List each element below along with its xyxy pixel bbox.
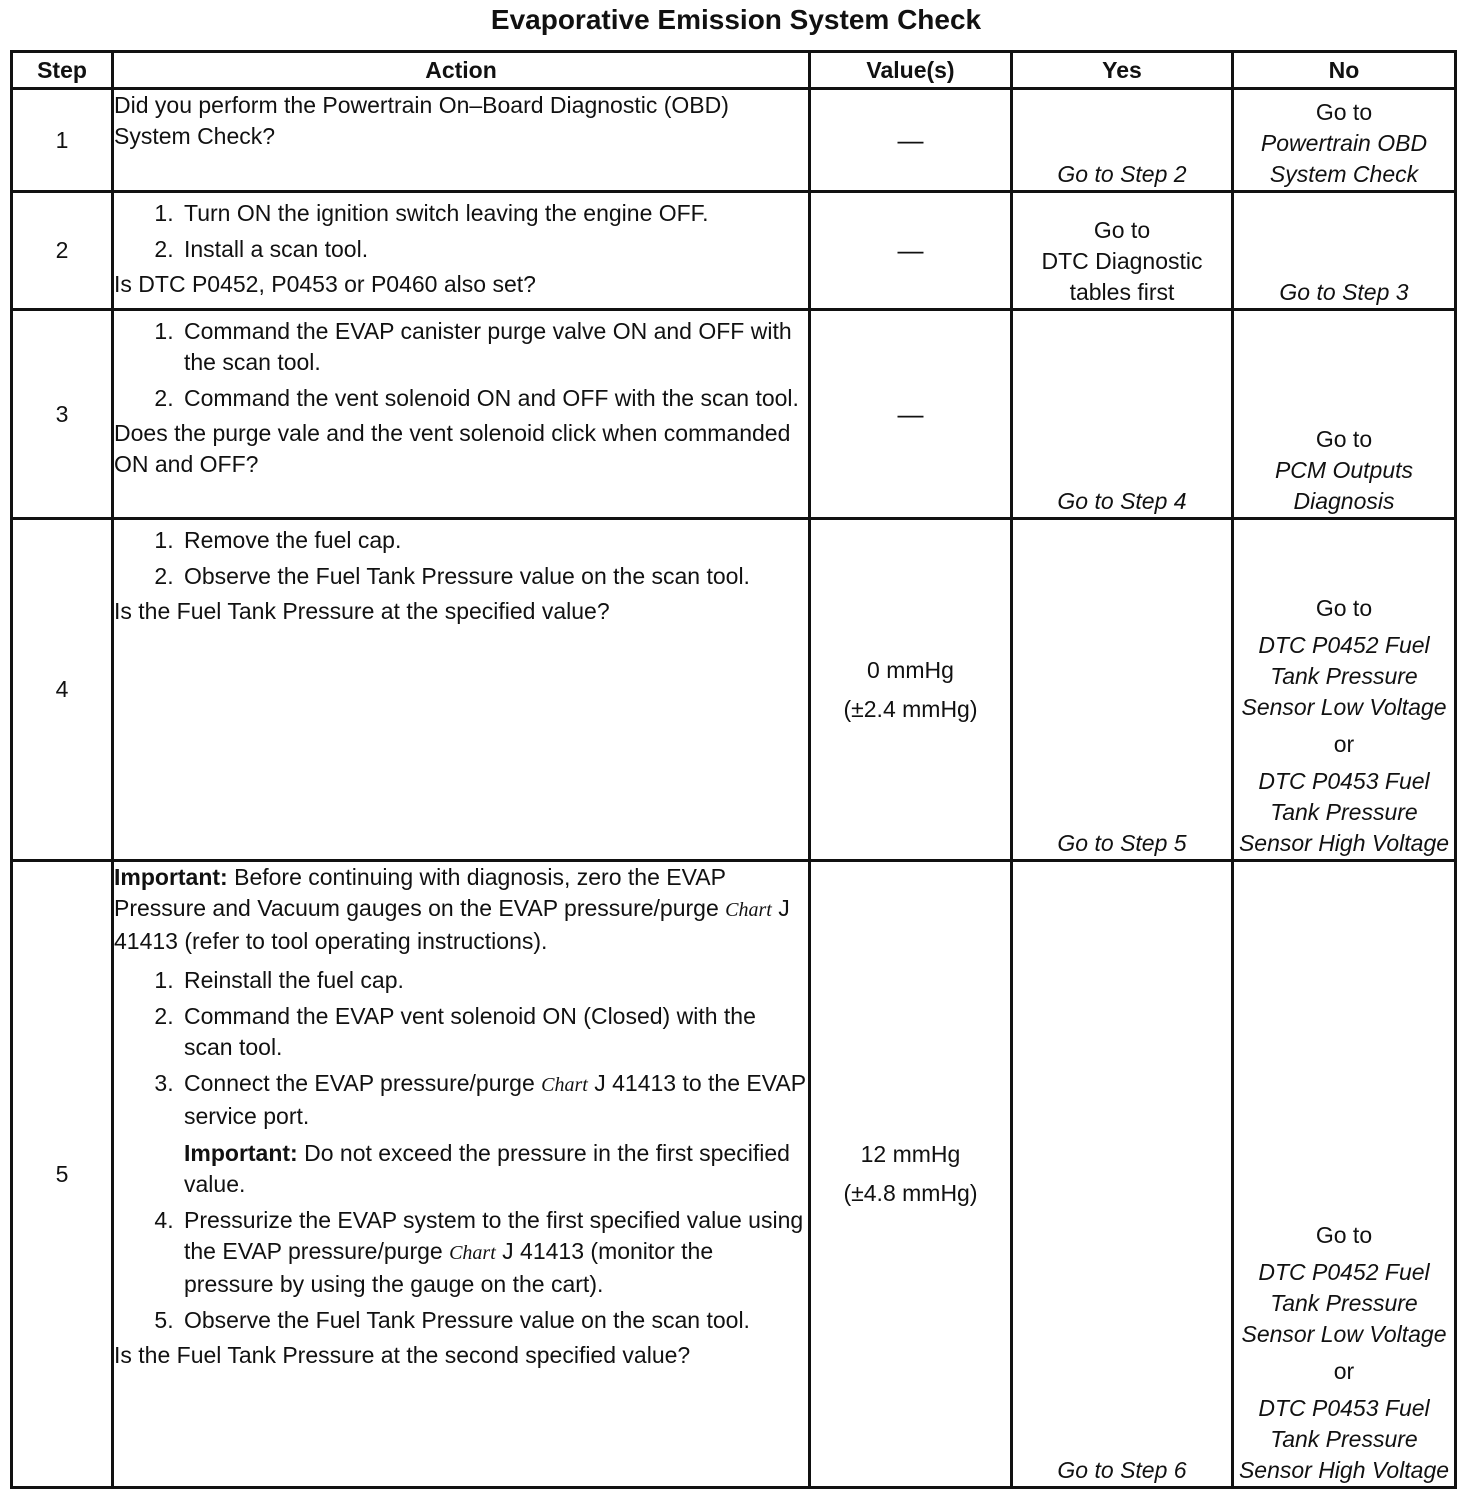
value-nominal: 0 mmHg	[867, 656, 954, 683]
header-yes: Yes	[1012, 52, 1233, 89]
action-item-text: Pressurize the EVAP system to the first specified value using the EVAP pressure/purge	[184, 1207, 804, 1264]
no-cell	[1233, 89, 1456, 192]
no-link[interactable]: DTC P0453 Fuel Tank Pressure Sensor High Voltage	[1238, 768, 1450, 856]
chart-word: Chart	[449, 1242, 496, 1264]
action-item: 1. Remove the fuel cap.	[180, 525, 808, 556]
go-to-label: Go to	[1315, 1222, 1373, 1248]
important-label: Important:	[184, 1140, 298, 1166]
step-number: 5	[12, 861, 113, 1488]
value-cell	[810, 861, 1012, 1488]
table-row	[12, 310, 1456, 519]
action-item: 2. Command the vent solenoid ON and OFF with the scan tool.	[180, 383, 808, 414]
action-question: Is the Fuel Tank Pressure at the second specified value?	[114, 1342, 691, 1368]
action-item-text: J 41413 to the EVAP service port.	[184, 1070, 806, 1129]
step-number: 3	[12, 310, 113, 519]
important-label: Important:	[114, 864, 228, 890]
diagnostic-table	[10, 50, 1457, 1489]
action-question: Did you perform the Powertrain On–Board Diagnostic (OBD) System Check?	[114, 92, 729, 149]
important-text: J 41413 (refer to tool operating instructions).	[114, 895, 790, 954]
action-cell	[113, 89, 810, 192]
action-cell	[113, 192, 810, 310]
go-to-label: Go to	[1315, 595, 1373, 621]
action-cell	[113, 519, 810, 861]
important-text: Before continuing with diagnosis, zero the EVAP Pressure and Vacuum gauges on the EVAP pressure/purge	[114, 864, 726, 921]
action-item: 1. Turn ON the ignition switch leaving the engine OFF.	[180, 198, 808, 229]
yes-cell	[1012, 192, 1233, 310]
no-cell	[1233, 861, 1456, 1488]
no-link[interactable]: Powertrain OBD System Check	[1260, 130, 1428, 187]
important-note	[114, 862, 808, 957]
action-item-text: J 41413 (monitor the pressure by using the gauge on the cart).	[184, 1238, 714, 1297]
go-to-label: Go to	[1315, 426, 1373, 452]
step-number: 2	[12, 192, 113, 310]
no-cell	[1233, 310, 1456, 519]
page-title: Evaporative Emission System Check	[490, 4, 982, 35]
value-cell: —	[810, 310, 1012, 519]
action-question: Is the Fuel Tank Pressure at the specified value?	[114, 598, 610, 624]
table-row	[12, 519, 1456, 861]
action-list	[114, 198, 808, 265]
action-question: Does the purge vale and the vent solenoid click when commanded ON and OFF?	[114, 420, 791, 477]
table-row	[12, 861, 1456, 1488]
table-row	[12, 89, 1456, 192]
step-number: 4	[12, 519, 113, 861]
table-header-row	[12, 52, 1456, 89]
item-important-note	[184, 1138, 808, 1200]
header-step: Step	[12, 52, 113, 89]
action-item: 2. Command the EVAP vent solenoid ON (Closed) with the scan tool.	[180, 1001, 808, 1063]
go-to-label: Go to	[1315, 99, 1373, 125]
action-item: 1. Command the EVAP canister purge valve ON and OFF with the scan tool.	[180, 316, 808, 378]
no-cell	[1233, 519, 1456, 861]
action-list	[114, 316, 808, 414]
important-text: Do not exceed the pressure in the first specified value.	[184, 1140, 790, 1197]
action-item: 2. Install a scan tool.	[180, 234, 808, 265]
header-no: No	[1233, 52, 1456, 89]
action-item: 2. Observe the Fuel Tank Pressure value on the scan tool.	[180, 561, 808, 592]
header-values: Value(s)	[810, 52, 1012, 89]
action-cell	[113, 861, 810, 1488]
action-item	[180, 1205, 808, 1300]
no-link[interactable]: PCM Outputs Diagnosis	[1274, 457, 1414, 514]
value-cell: —	[810, 192, 1012, 310]
action-item-text: Connect the EVAP pressure/purge	[184, 1070, 535, 1096]
action-list	[114, 965, 808, 1336]
step-number: 1	[12, 89, 113, 192]
chart-word: Chart	[541, 1074, 588, 1096]
or-label: or	[1333, 1358, 1355, 1384]
value-nominal: 12 mmHg	[860, 1141, 961, 1167]
table-row	[12, 192, 1456, 310]
action-item: 1. Reinstall the fuel cap.	[180, 965, 808, 996]
no-link[interactable]: Go to Step 3	[1233, 192, 1456, 310]
action-cell	[113, 310, 810, 519]
value-cell: —	[810, 89, 1012, 192]
or-label: or	[1333, 731, 1355, 757]
no-link[interactable]: DTC P0452 Fuel Tank Pressure Sensor Low Voltage	[1241, 632, 1447, 720]
value-tolerance: (±4.8 mmHg)	[843, 1180, 978, 1206]
action-question: Is DTC P0452, P0453 or P0460 also set?	[114, 271, 536, 297]
action-list	[114, 525, 808, 592]
action-item: 5. Observe the Fuel Tank Pressure value on the scan tool.	[180, 1305, 808, 1336]
yes-link[interactable]: Go to Step 4	[1012, 310, 1233, 519]
no-link[interactable]: DTC P0453 Fuel Tank Pressure Sensor High Voltage	[1238, 1395, 1450, 1483]
no-link[interactable]: DTC P0452 Fuel Tank Pressure Sensor Low Voltage	[1241, 1259, 1447, 1347]
yes-link[interactable]: Go to Step 5	[1012, 519, 1233, 861]
header-action: Action	[113, 52, 810, 89]
yes-link[interactable]: DTC Diagnostic tables first	[1041, 248, 1203, 305]
value-tolerance: (±2.4 mmHg)	[843, 695, 978, 722]
value-cell	[810, 519, 1012, 861]
yes-link[interactable]: Go to Step 2	[1012, 89, 1233, 192]
go-to-label: Go to	[1093, 217, 1151, 243]
yes-link[interactable]: Go to Step 6	[1012, 861, 1233, 1488]
chart-word: Chart	[725, 899, 772, 921]
action-item	[180, 1068, 808, 1200]
